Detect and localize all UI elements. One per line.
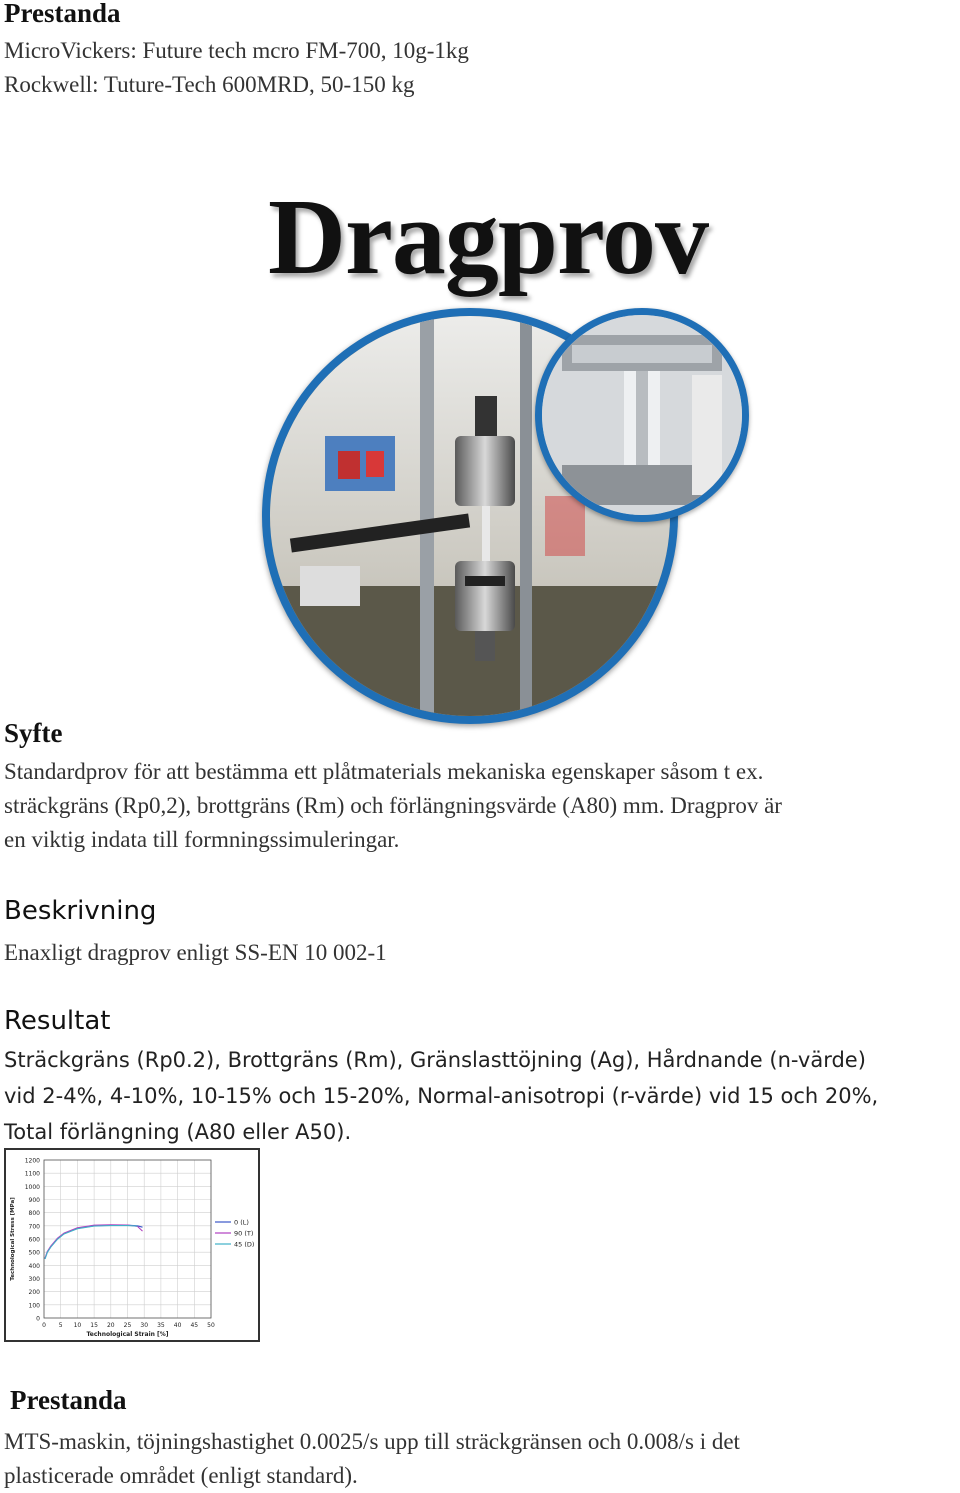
x-tick-label: 15 (90, 1322, 98, 1329)
syfte-line-1: Standardprov för att bestämma ett plåtmaterials mekaniska egenskaper såsom t ex. (4, 759, 764, 784)
bottom-line-2: plasticerade området (enligt standard). (4, 1463, 358, 1488)
x-tick-label: 5 (58, 1322, 63, 1329)
resultat-line-2: vid 2-4%, 4-10%, 10-15% och 15-20%, Normal-anisotropi (r-värde) vid 15 och 20%, (4, 1084, 879, 1108)
legend-label-1: 90 (T) (234, 1229, 254, 1238)
chart-svg (6, 1150, 258, 1340)
y-tick-label: 0 (36, 1315, 40, 1323)
y-tick-label: 800 (28, 1210, 40, 1218)
x-tick-label: 0 (42, 1322, 46, 1329)
bottom-line-1: MTS-maskin, töjningshastighet 0.0025/s upp till sträckgränsen och 0.008/s i det (4, 1429, 740, 1454)
resultat-heading: Resultat (4, 1006, 111, 1036)
y-tick-label: 600 (28, 1236, 40, 1244)
y-tick-label: 1000 (24, 1183, 40, 1191)
top-line-1: MicroVickers: Future tech mcro FM-700, 10g-1kg (4, 38, 469, 63)
top-line-2: Rockwell: Tuture-Tech 600MRD, 50-150 kg (4, 72, 415, 97)
x-tick-label: 10 (73, 1322, 82, 1329)
beskrivning-text: Enaxligt dragprov enligt SS-EN 10 002-1 (4, 940, 387, 965)
series-line-2 (45, 1226, 138, 1259)
x-tick-label: 50 (207, 1322, 215, 1329)
y-tick-label: 500 (28, 1249, 40, 1257)
resultat-line-3: Total förlängning (A80 eller A50). (4, 1120, 352, 1144)
bottom-heading: Prestanda (10, 1385, 127, 1415)
syfte-heading: Syfte (4, 718, 63, 748)
beskrivning-heading: Beskrivning (4, 896, 157, 926)
y-tick-label: 200 (28, 1289, 40, 1297)
series-line-1 (45, 1225, 143, 1258)
page-title: Dragprov (268, 178, 708, 297)
syfte-line-3: en viktig indata till formningssimuleringar. (4, 827, 400, 852)
y-tick-label: 1200 (24, 1157, 40, 1165)
y-tick-label: 1100 (24, 1170, 40, 1178)
specimen-closeup-photo (535, 308, 749, 522)
y-tick-label: 100 (28, 1302, 40, 1310)
y-axis-label: Technological Stress [MPa] (10, 1197, 16, 1281)
x-tick-label: 35 (157, 1322, 165, 1329)
y-tick-label: 300 (28, 1276, 40, 1283)
x-tick-label: 40 (173, 1322, 182, 1329)
syfte-line-2: sträckgräns (Rp0,2), brottgräns (Rm) och förlängningsvärde (A80) mm. Dragprov är (4, 793, 782, 818)
legend-label-2: 45 (D) (234, 1240, 255, 1249)
x-axis-label: Technological Strain [%] (86, 1331, 169, 1338)
y-tick-label: 400 (28, 1262, 40, 1270)
x-tick-label: 20 (106, 1322, 115, 1329)
x-tick-label: 45 (190, 1322, 199, 1329)
x-tick-label: 30 (140, 1322, 149, 1329)
y-tick-label: 900 (28, 1197, 40, 1204)
resultat-line-1: Sträckgräns (Rp0.2), Brottgräns (Rm), Gränslasttöjning (Ag), Hårdnande (n-värde) (4, 1048, 866, 1072)
x-tick-label: 25 (123, 1322, 132, 1329)
series-line-0 (45, 1225, 143, 1259)
y-tick-label: 700 (28, 1223, 40, 1231)
stress-strain-chart (4, 1148, 260, 1342)
legend-label-0: 0 (L) (234, 1218, 249, 1227)
top-heading: Prestanda (4, 0, 121, 28)
